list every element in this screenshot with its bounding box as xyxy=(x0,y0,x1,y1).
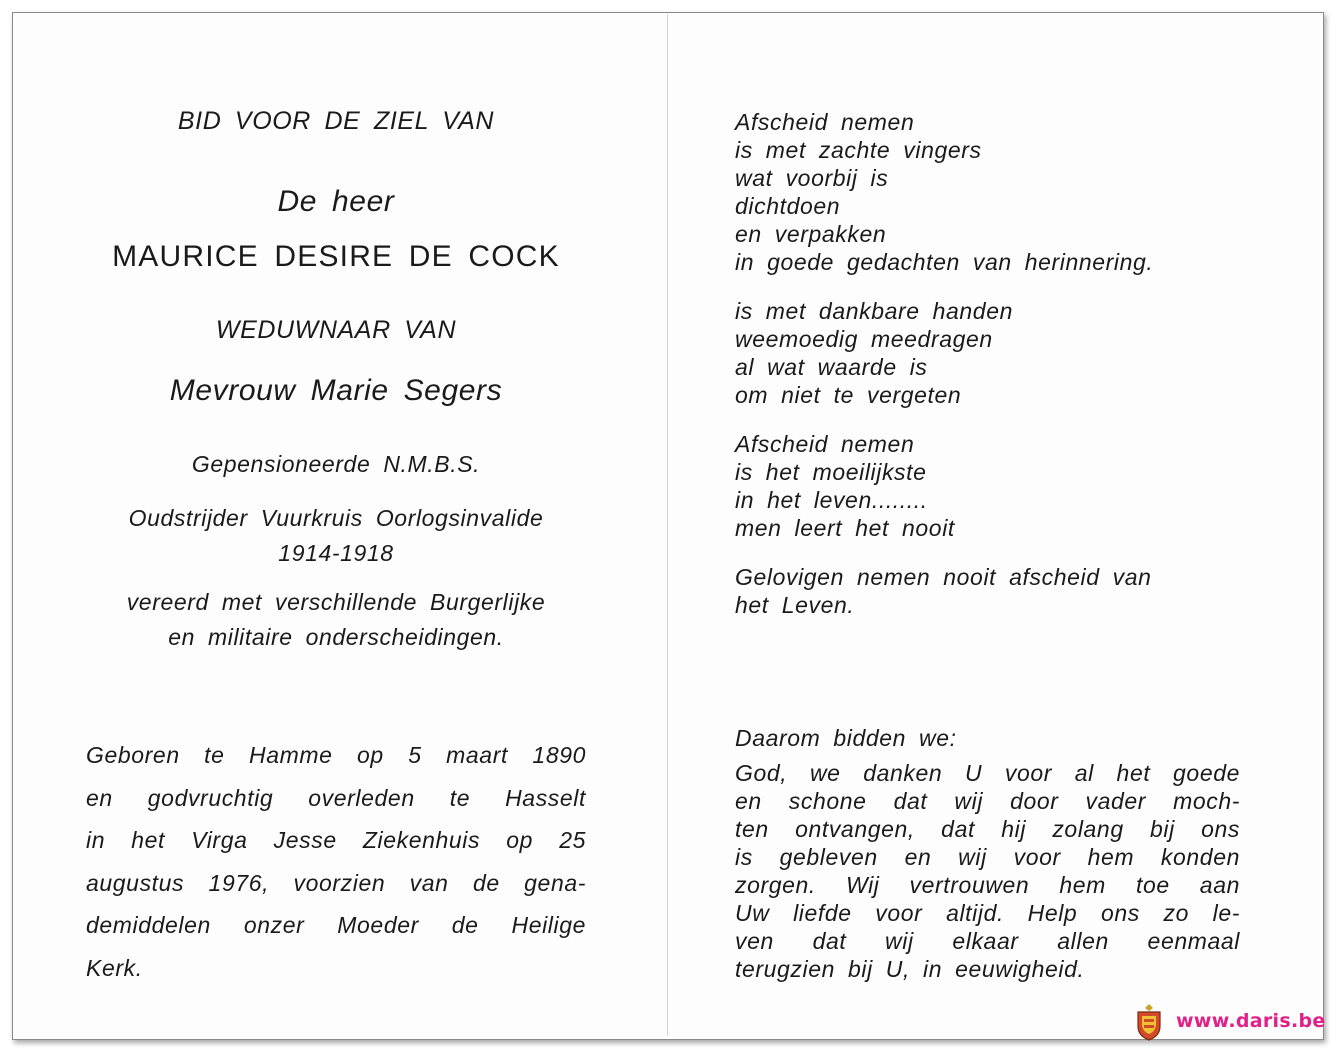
honorific-title: De heer xyxy=(277,185,395,218)
bio-line: Kerk. xyxy=(86,954,143,981)
poem-line: het Leven. xyxy=(735,592,855,618)
prayer-line: God, we danken U voor al het goede xyxy=(735,760,1240,786)
bio-line: in het Virga Jesse Ziekenhuis op 25 xyxy=(86,827,586,853)
occupation: Gepensioneerde N.M.B.S. xyxy=(191,451,481,477)
veteran-info xyxy=(86,501,586,571)
poem-line: al wat waarde is xyxy=(735,354,928,380)
poem-line: Afscheid nemen xyxy=(735,431,915,457)
poem-line: is met zachte vingers xyxy=(735,137,982,163)
coat-of-arms-icon xyxy=(1134,1002,1164,1042)
prayer-header: BID VOOR DE ZIEL VAN xyxy=(177,107,495,135)
poem-stanza-2 xyxy=(735,297,1240,409)
bio-line: augustus 1976, voorzien van de gena- xyxy=(86,869,586,896)
honours-line: en militaire onderscheidingen. xyxy=(168,624,504,650)
poem-line: weemoedig meedragen xyxy=(735,326,993,352)
poem-line: men leert het nooit xyxy=(735,515,955,541)
prayer-line: Uw liefde voor altijd. Help ons zo le- xyxy=(735,900,1240,926)
prayer-line: zorgen. Wij vertrouwen hem toe aan xyxy=(735,872,1240,898)
biography xyxy=(86,734,586,989)
veteran-years: 1914-1918 xyxy=(278,540,394,566)
veteran-line: Oudstrijder Vuurkruis Oorlogsinvalide xyxy=(128,505,544,531)
poem-line: wat voorbij is xyxy=(735,165,889,191)
prayer-line: en schone dat wij door vader moch- xyxy=(735,788,1240,814)
prayer-line: ten ontvangen, dat hij zolang bij ons xyxy=(735,816,1240,842)
poem-line: Afscheid nemen xyxy=(735,109,915,135)
prayer-line: terugzien bij U, in eeuwigheid. xyxy=(735,956,1085,982)
honours-line: vereerd met verschillende Burgerlijke xyxy=(126,589,546,615)
poem-line: is het moeilijkste xyxy=(735,459,927,485)
bio-line: en godvruchtig overleden te Hasselt xyxy=(86,784,586,811)
poem-line: dichtdoen xyxy=(735,193,841,219)
honours-info xyxy=(86,585,586,655)
bio-line: Geboren te Hamme op 5 maart 1890 xyxy=(86,742,586,768)
poem-line: in het leven........ xyxy=(735,487,928,513)
site-watermark[interactable] xyxy=(1134,998,1324,1044)
poem-line: en verpakken xyxy=(735,221,887,247)
watermark-url[interactable]: www.daris.be xyxy=(1176,1010,1326,1032)
poem-line: Gelovigen nemen nooit afscheid van xyxy=(735,564,1152,590)
poem-line: in goede gedachten van herinnering. xyxy=(735,249,1154,275)
poem-line: is met dankbare handen xyxy=(735,298,1013,324)
prayer-line: is gebleven en wij voor hem konden xyxy=(735,844,1240,870)
bio-line: demiddelen onzer Moeder de Heilige xyxy=(86,912,586,938)
prayer-intro: Daarom bidden we: xyxy=(735,725,957,751)
poem-stanza-3 xyxy=(735,430,1240,542)
prayer-text xyxy=(735,759,1240,983)
poem-line: om niet te vergeten xyxy=(735,382,962,408)
card-fold-line xyxy=(667,14,668,1036)
deceased-name: MAURICE DESIRE DE COCK xyxy=(112,240,560,273)
spouse-name: Mevrouw Marie Segers xyxy=(169,374,503,407)
poem-stanza-4 xyxy=(735,563,1240,619)
poem-stanza-1 xyxy=(735,108,1240,276)
prayer-line: ven dat wij elkaar allen eenmaal xyxy=(735,928,1240,954)
widower-label: WEDUWNAAR VAN xyxy=(215,316,457,344)
